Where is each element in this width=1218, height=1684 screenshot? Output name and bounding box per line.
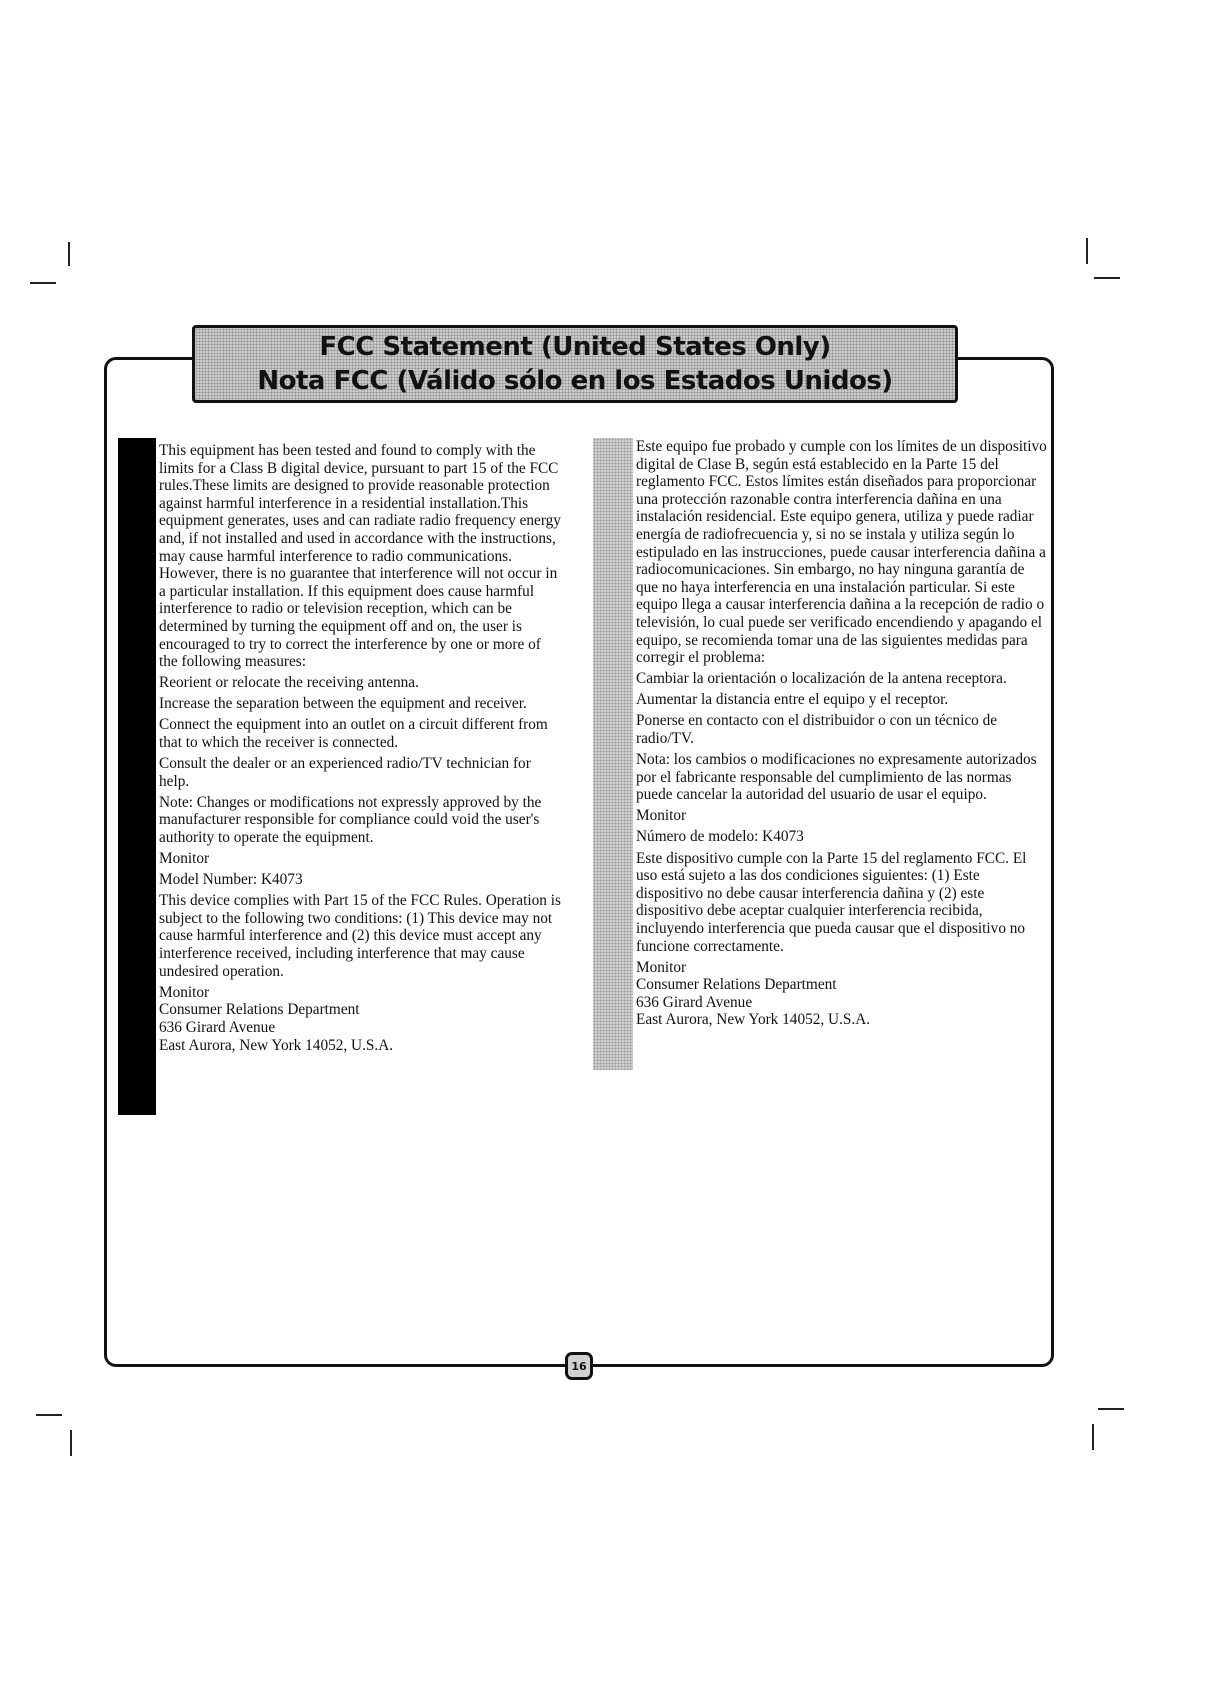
- address-line: East Aurora, New York 14052, U.S.A.: [636, 1011, 871, 1029]
- english-model-number: Model Number: K4073: [159, 871, 303, 889]
- crop-mark: [30, 282, 56, 284]
- english-measure: Connect the equipment into an outlet on a circuit different from that to which the receiver is connected.: [159, 716, 548, 751]
- crop-mark: [70, 1430, 72, 1456]
- crop-mark: [1086, 238, 1088, 264]
- address-line: Monitor: [636, 958, 687, 976]
- english-address: [159, 984, 561, 1054]
- spanish-intro: Este equipo fue probado y cumple con los límites de un dispositivo digital de Clase B, según está establecido en la Parte 15 del reglamento FCC. Estos límites están diseñados para proporcionar una protección razonable contra interferencia dañina en una instalación residencial. Este equipo genera, utiliza y puede radiar energía de radiofrecuencia y, si no se instala y utiliza según lo estipulado en las instrucciones, puede causar interferencia dañina a radiocomunicaciones. Sin embargo, no hay ninguna garantía de que no haya interferencia en una instalación particular. Si este equipo llega a causar interferencia dañina a la recepción de radio o televisión, lo cual puede ser verificado encendiendo y apagando el equipo, se recomienda tomar una de las siguientes medidas para corregir el problema:: [636, 438, 1047, 667]
- address-line: 636 Girard Avenue: [636, 993, 753, 1011]
- spanish-column: [636, 438, 1048, 1029]
- title-banner: [192, 325, 958, 403]
- english-side-bar: [118, 438, 156, 1115]
- spanish-measure: Aumentar la distancia entre el equipo y el receptor.: [636, 691, 949, 709]
- address-line: East Aurora, New York 14052, U.S.A.: [159, 1036, 394, 1054]
- spanish-compliance: Este dispositivo cumple con la Parte 15 del reglamento FCC. El uso está sujeto a las dos condiciones siguientes: (1) Este dispositivo no debe causar interferencia dañina y (2) este dispositivo debe aceptar cualquier interferencia recibida, incluyendo interferencia que pueda causar que el dispositivo no funcione correctamente.: [636, 849, 1027, 955]
- address-line: 636 Girard Avenue: [159, 1018, 276, 1036]
- spanish-address: [636, 959, 1048, 1029]
- english-measure: Reorient or relocate the receiving antenna.: [159, 674, 419, 692]
- spanish-measure: Ponerse en contacto con el distribuidor o con un técnico de radio/TV.: [636, 712, 998, 747]
- spanish-note: Nota: los cambios o modificaciones no expresamente autorizados por el fabricante responsable del cumplimiento de las normas puede cancelar la autoridad del usuario de usar el equipo.: [636, 751, 1037, 804]
- crop-mark: [68, 242, 70, 266]
- english-measure: Consult the dealer or an experienced radio/TV technician for help.: [159, 755, 531, 790]
- address-line: Consumer Relations Department: [636, 976, 837, 994]
- english-column: [159, 442, 561, 1054]
- crop-mark: [1098, 1408, 1124, 1410]
- crop-mark: [1094, 277, 1120, 279]
- crop-mark: [1092, 1424, 1094, 1450]
- spanish-side-bar: [593, 438, 633, 1070]
- english-compliance: This device complies with Part 15 of the FCC Rules. Operation is subject to the following two conditions: (1) This device may not cause harmful interference and (2) this device must accept any interference received, including interference that may cause undesired operation.: [159, 892, 561, 980]
- crop-mark: [36, 1414, 62, 1416]
- address-line: Monitor: [159, 983, 210, 1001]
- english-intro: This equipment has been tested and found to comply with the limits for a Class B digital device, pursuant to part 15 of the FCC rules.These limits are designed to provide reasonable protection against harmful interference in a residential installation.This equipment generates, uses and can radiate radio frequency energy and, if not installed and used in accordance with the instructions, may cause harmful interference to radio communications. However, there is no guarantee that interference will not occur in a particular installation. If this equipment does cause harmful interference to radio or television reception, which can be determined by turning the equipment off and on, the user is encouraged to try to correct the interference by one or more of the following measures:: [159, 442, 561, 671]
- spanish-measure: Cambiar la orientación o localización de la antena receptora.: [636, 670, 1007, 688]
- english-note: Note: Changes or modifications not expressly approved by the manufacturer responsible for compliance could void the user's authority to operate the equipment.: [159, 793, 542, 846]
- title-spanish: Nota FCC (Válido sólo en los Estados Unidos): [257, 366, 893, 396]
- spanish-model-number: Número de modelo: K4073: [636, 828, 804, 846]
- english-measure: Increase the separation between the equipment and receiver.: [159, 695, 527, 713]
- title-english: FCC Statement (United States Only): [319, 332, 831, 362]
- english-monitor: Monitor: [159, 850, 210, 868]
- spanish-monitor: Monitor: [636, 807, 687, 825]
- page-number: 16: [565, 1352, 593, 1380]
- address-line: Consumer Relations Department: [159, 1001, 360, 1019]
